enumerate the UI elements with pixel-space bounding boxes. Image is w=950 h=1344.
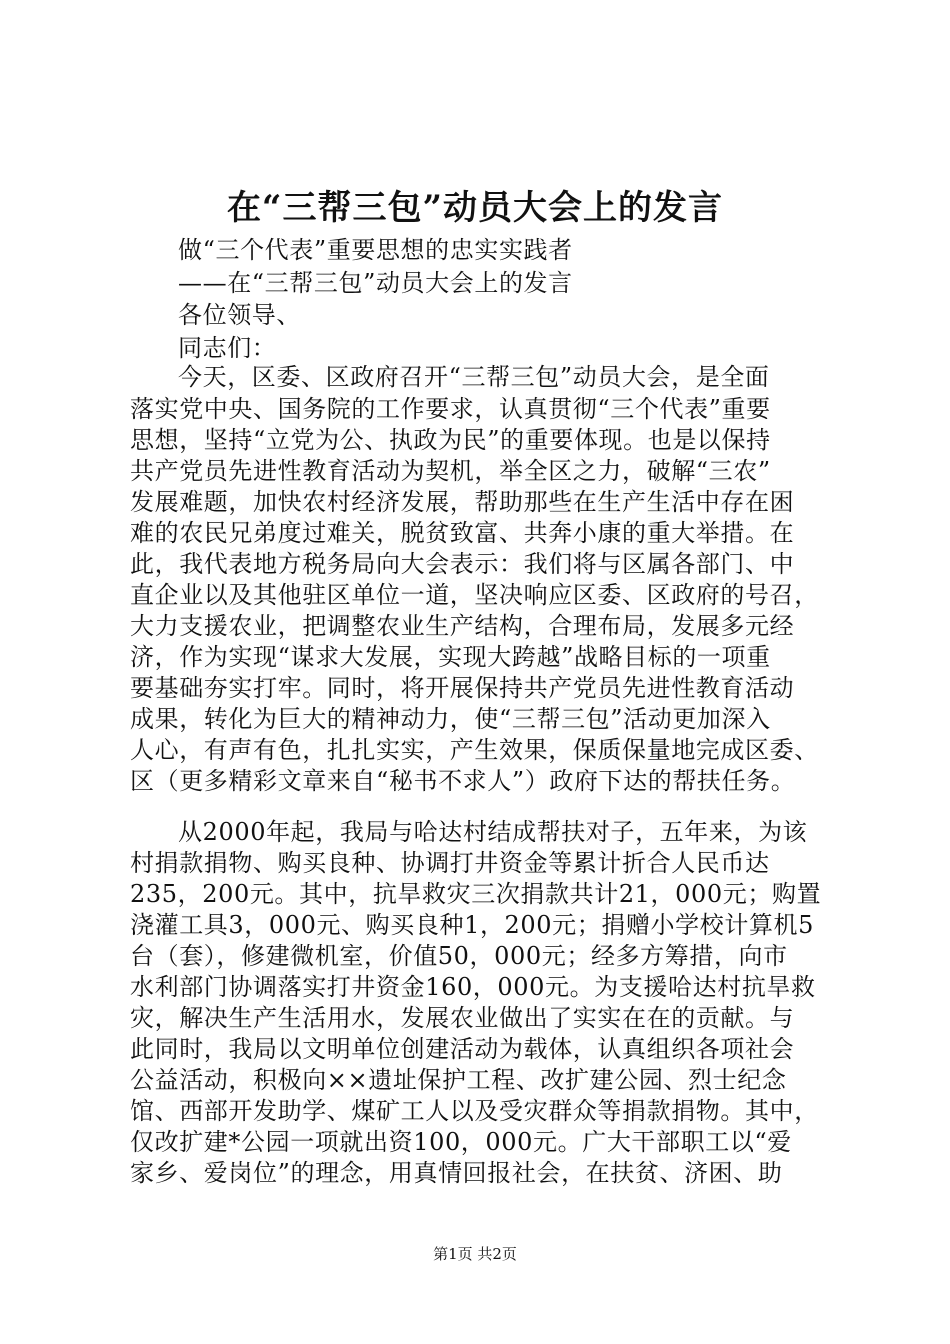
body-text-line: 灾，解决生产生活用水，发展农业做出了实实在在的贡献。与 (130, 1004, 795, 1032)
body-text-line: 发展难题，加快农村经济发展，帮助那些在生产生活中存在困 (130, 488, 795, 516)
salutation-line: 各位领导、 (178, 301, 301, 329)
body-text-line: 家乡、爱岗位”的理念，用真情回报社会，在扶贫、济困、助 (130, 1159, 783, 1187)
body-text-line: 台（套），修建微机室，价值50，000元；经多方筹措，向市 (130, 942, 788, 970)
body-text-line: 大力支援农业，把调整农业生产结构，合理布局，发展多元经 (130, 612, 795, 640)
body-text-line: 公益活动，积极向××遗址保护工程、改扩建公园、烈士纪念 (130, 1066, 787, 1094)
body-text-line: 直企业以及其他驻区单位一道，坚决响应区委、区政府的号召， (130, 581, 819, 609)
body-text-line: 浇灌工具3，000元、购买良种1，200元；捐赠小学校计算机5 (130, 911, 815, 939)
document-title: 在“三帮三包”动员大会上的发言 (226, 188, 724, 228)
body-text-line: 落实党中央、国务院的工作要求，认真贯彻“三个代表”重要 (130, 395, 771, 423)
body-text-line: 从2000年起，我局与哈达村结成帮扶对子，五年来，为该 (178, 818, 808, 846)
subtitle-line: 做“三个代表”重要思想的忠实实践者 (178, 236, 573, 264)
body-text-line: 区（更多精彩文章来自“秘书不求人”）政府下达的帮扶任务。 (130, 767, 796, 795)
body-text-line: 此同时，我局以文明单位创建活动为载体，认真组织各项社会 (130, 1035, 795, 1063)
body-text-line: 要基础夯实打牢。同时，将开展保持共产党员先进性教育活动 (130, 674, 795, 702)
body-text-line: 村捐款捐物、购买良种、协调打井资金等累计折合人民币达 (130, 849, 770, 877)
body-text-line: 共产党员先进性教育活动为契机，举全区之力，破解“三农” (130, 457, 771, 485)
body-text-line: 此，我代表地方税务局向大会表示：我们将与区属各部门、中 (130, 550, 795, 578)
body-text-line: 成果，转化为巨大的精神动力，使“三帮三包”活动更加深入 (130, 705, 771, 733)
body-text-line: 难的农民兄弟度过难关，脱贫致富、共奔小康的重大举措。在 (130, 519, 795, 547)
body-text-line: 水利部门协调落实打井资金160，000元。为支援哈达村抗旱救 (130, 973, 816, 1001)
body-text-line: 馆、西部开发助学、煤矿工人以及受灾群众等捐款捐物。其中， (130, 1097, 819, 1125)
body-text-line: 思想，坚持“立党为公、执政为民”的重要体现。也是以保持 (130, 426, 771, 454)
subtitle-line: ——在“三帮三包”动员大会上的发言 (178, 269, 573, 297)
page-footer: 第1页 共2页 (433, 1245, 517, 1263)
body-text-line: 济，作为实现“谋求大发展，实现大跨越”战略目标的一项重 (130, 643, 771, 671)
salutation-line: 同志们： (178, 334, 277, 362)
body-text-line: 235，200元。其中，抗旱救灾三次捐款共计21，000元；购置 (130, 880, 822, 908)
body-text-line: 今天，区委、区政府召开“三帮三包”动员大会，是全面 (178, 363, 770, 391)
body-text-line: 人心，有声有色，扎扎实实，产生效果，保质保量地完成区委、 (130, 736, 819, 764)
body-text-line: 仅改扩建*公园一项就出资100，000元。广大干部职工以“爱 (130, 1128, 792, 1156)
